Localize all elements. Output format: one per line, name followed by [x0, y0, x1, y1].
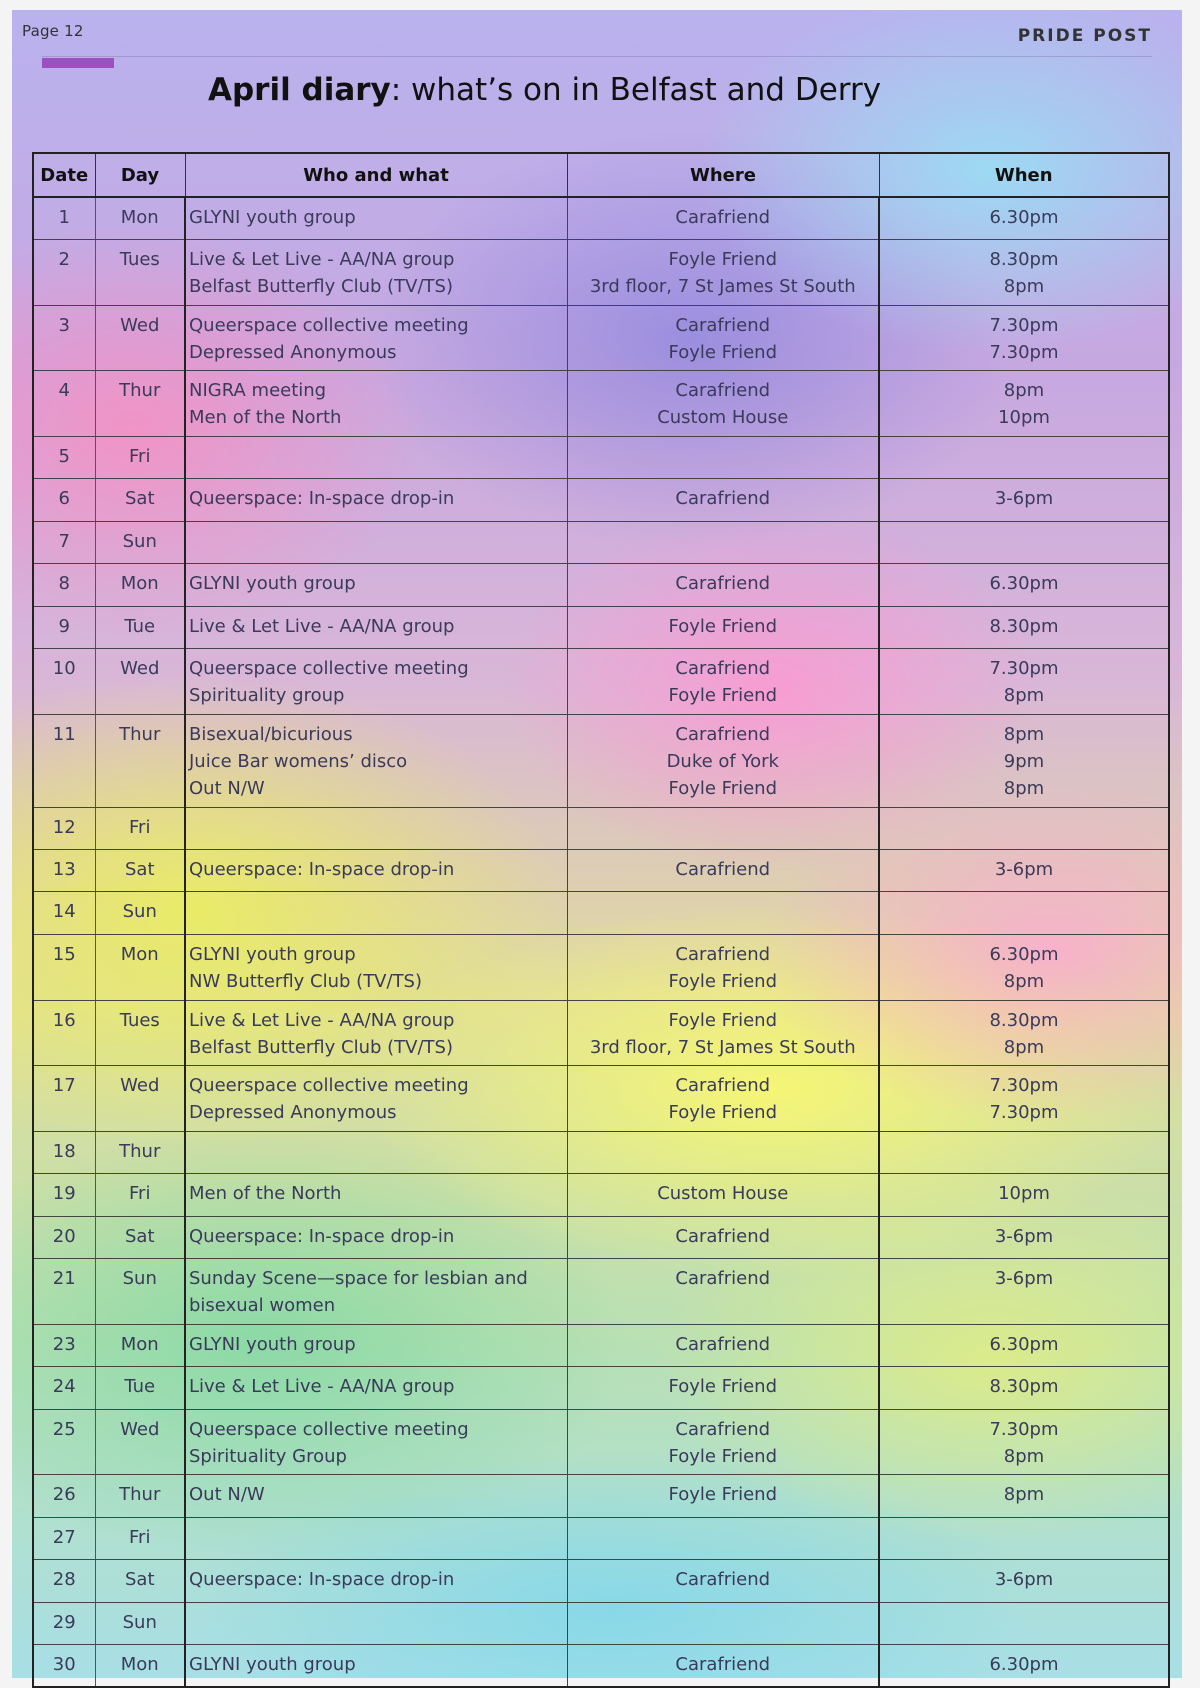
date-cell: 4 [33, 371, 95, 437]
when-line: 8pm [1003, 1036, 1045, 1058]
when-line: 7.30pm [989, 341, 1059, 363]
who-and-what-cell [185, 1324, 567, 1366]
day-cell: Wed [95, 305, 185, 371]
day-cell: Tue [95, 606, 185, 648]
where-line: Carafriend [675, 380, 771, 402]
table-row [33, 1367, 1169, 1409]
day-cell: Tues [95, 1000, 185, 1066]
day-cell: Sun [95, 521, 185, 563]
who-and-what-line: Out N/W [189, 1484, 265, 1506]
when-cell [879, 1644, 1169, 1687]
where-cell [567, 564, 879, 606]
who-and-what-line: NW Butterfly Club (TV/TS) [189, 970, 423, 992]
who-and-what-cell [185, 436, 567, 478]
when-line: 8.30pm [989, 1009, 1059, 1031]
day-cell: Thur [95, 1475, 185, 1517]
date-cell: 29 [33, 1602, 95, 1644]
when-line: 8pm [1003, 777, 1045, 799]
table-row [33, 606, 1169, 648]
where-cell [567, 1602, 879, 1644]
where-cell [567, 1131, 879, 1173]
who-and-what-line: Sunday Scene—space for lesbian and bisexual women [189, 1268, 528, 1317]
where-cell [567, 1259, 879, 1325]
day-cell: Mon [95, 934, 185, 1000]
table-row [33, 1131, 1169, 1173]
date-cell: 19 [33, 1174, 95, 1216]
table-row [33, 1174, 1169, 1216]
when-line: 8.30pm [989, 615, 1059, 637]
table-row [33, 479, 1169, 521]
where-line: Foyle Friend [668, 685, 778, 706]
date-cell: 9 [33, 606, 95, 648]
day-cell: Thur [95, 1131, 185, 1173]
who-and-what-cell [185, 197, 567, 239]
who-and-what-line: Spirituality group [189, 685, 345, 706]
who-and-what-cell [185, 649, 567, 715]
who-and-what-cell [185, 1367, 567, 1409]
who-and-what-line: Spirituality Group [189, 1445, 347, 1467]
where-line: Foyle Friend [668, 1009, 778, 1031]
day-cell: Sun [95, 1259, 185, 1325]
when-cell [879, 934, 1169, 1000]
day-cell: Sat [95, 1560, 185, 1602]
date-cell: 2 [33, 239, 95, 305]
table-row [33, 521, 1169, 563]
when-cell [879, 479, 1169, 521]
date-cell: 10 [33, 649, 95, 715]
when-line: 8.30pm [989, 248, 1059, 270]
day-cell: Tue [95, 1367, 185, 1409]
date-cell: 11 [33, 714, 95, 807]
page-number-bar [42, 58, 114, 68]
date-cell: 17 [33, 1066, 95, 1132]
who-and-what-cell [185, 807, 567, 849]
when-line: 7.30pm [989, 314, 1059, 336]
when-line: 7.30pm [989, 1075, 1059, 1097]
when-line: 3-6pm [994, 1225, 1054, 1247]
who-and-what-cell [185, 850, 567, 892]
who-and-what-line: Men of the North [189, 1183, 342, 1205]
date-cell: 23 [33, 1324, 95, 1366]
date-cell: 27 [33, 1517, 95, 1559]
day-cell: Mon [95, 1644, 185, 1687]
who-and-what-cell [185, 1131, 567, 1173]
day-cell: Sun [95, 892, 185, 934]
who-and-what-cell [185, 1066, 567, 1132]
when-line: 8pm [1003, 380, 1045, 402]
table-row [33, 934, 1169, 1000]
who-and-what-line: Depressed Anonymous [189, 1102, 397, 1124]
who-and-what-cell [185, 564, 567, 606]
where-line: Custom House [657, 407, 789, 429]
who-and-what-cell [185, 1517, 567, 1559]
date-cell: 12 [33, 807, 95, 849]
where-cell [567, 1066, 879, 1132]
where-cell [567, 1517, 879, 1559]
when-line: 6.30pm [989, 573, 1059, 595]
where-line: 3rd floor, 7 St James St South [589, 1036, 856, 1058]
date-cell: 6 [33, 479, 95, 521]
where-cell [567, 239, 879, 305]
who-and-what-cell [185, 606, 567, 648]
who-and-what-cell [185, 1259, 567, 1325]
table-row [33, 1324, 1169, 1366]
who-and-what-line: GLYNI youth group [189, 943, 356, 965]
who-and-what-line: Queerspace: In-space drop-in [189, 488, 455, 510]
day-cell: Tues [95, 239, 185, 305]
where-line: Foyle Friend [668, 341, 778, 363]
day-cell: Fri [95, 1517, 185, 1559]
when-line: 3-6pm [994, 1569, 1054, 1591]
table-row [33, 1644, 1169, 1687]
where-cell [567, 850, 879, 892]
when-cell [879, 892, 1169, 934]
when-cell [879, 850, 1169, 892]
where-cell [567, 1000, 879, 1066]
where-cell [567, 371, 879, 437]
who-and-what-cell [185, 1409, 567, 1475]
where-cell [567, 1324, 879, 1366]
day-cell: Sat [95, 1216, 185, 1258]
when-cell [879, 649, 1169, 715]
where-cell [567, 1367, 879, 1409]
who-and-what-cell [185, 371, 567, 437]
when-cell [879, 1066, 1169, 1132]
who-and-what-line: Queerspace collective meeting [189, 658, 469, 679]
who-and-what-line: Live & Let Live - AA/NA group [189, 615, 455, 637]
who-and-what-line: Live & Let Live - AA/NA group [189, 1376, 455, 1398]
table-row [33, 239, 1169, 305]
where-cell [567, 305, 879, 371]
date-cell: 26 [33, 1475, 95, 1517]
day-cell: Mon [95, 1324, 185, 1366]
who-and-what-cell [185, 239, 567, 305]
who-and-what-cell [185, 1174, 567, 1216]
where-cell [567, 197, 879, 239]
when-cell [879, 1216, 1169, 1258]
table-row [33, 1517, 1169, 1559]
when-cell [879, 1560, 1169, 1602]
day-cell: Fri [95, 436, 185, 478]
when-line: 6.30pm [989, 1333, 1059, 1355]
magazine-page [12, 10, 1182, 1678]
when-line: 8pm [1003, 970, 1045, 992]
when-cell [879, 1259, 1169, 1325]
when-cell [879, 1367, 1169, 1409]
where-line: Foyle Friend [668, 1445, 778, 1467]
where-line: Carafriend [675, 314, 771, 336]
where-line: Foyle Friend [668, 777, 778, 799]
who-and-what-line: Depressed Anonymous [189, 341, 397, 363]
where-cell [567, 714, 879, 807]
date-cell: 7 [33, 521, 95, 563]
where-cell [567, 1409, 879, 1475]
who-and-what-cell [185, 934, 567, 1000]
when-line: 6.30pm [989, 1653, 1059, 1675]
where-cell [567, 1475, 879, 1517]
where-line: Carafriend [675, 1075, 771, 1097]
day-cell: Fri [95, 1174, 185, 1216]
who-and-what-line: Queerspace collective meeting [189, 1418, 469, 1440]
date-cell: 13 [33, 850, 95, 892]
table-row [33, 649, 1169, 715]
who-and-what-line: GLYNI youth group [189, 1333, 356, 1355]
day-cell: Wed [95, 1066, 185, 1132]
day-cell: Mon [95, 197, 185, 239]
day-cell: Fri [95, 807, 185, 849]
date-cell: 18 [33, 1131, 95, 1173]
publication-name: PRIDE POST [1017, 26, 1152, 46]
where-line: Foyle Friend [668, 248, 778, 270]
who-and-what-line: Live & Let Live - AA/NA group [189, 248, 455, 270]
who-and-what-cell [185, 1475, 567, 1517]
where-line: Foyle Friend [668, 615, 778, 637]
table-row [33, 564, 1169, 606]
date-cell: 25 [33, 1409, 95, 1475]
when-line: 8pm [1003, 723, 1045, 745]
when-cell [879, 564, 1169, 606]
table-row [33, 1409, 1169, 1475]
when-cell [879, 239, 1169, 305]
when-line: 8pm [1003, 275, 1045, 297]
date-cell: 3 [33, 305, 95, 371]
where-line: Carafriend [675, 1333, 771, 1355]
when-line: 3-6pm [994, 1268, 1054, 1290]
day-cell: Thur [95, 714, 185, 807]
when-cell [879, 1000, 1169, 1066]
where-cell [567, 1644, 879, 1687]
who-and-what-cell [185, 1644, 567, 1687]
when-cell [879, 606, 1169, 648]
when-cell [879, 1174, 1169, 1216]
when-cell [879, 714, 1169, 807]
where-line: Carafriend [675, 1225, 771, 1247]
when-line: 3-6pm [994, 859, 1054, 880]
when-cell [879, 197, 1169, 239]
date-cell: 15 [33, 934, 95, 1000]
where-cell [567, 649, 879, 715]
when-line: 3-6pm [994, 488, 1054, 510]
date-cell: 28 [33, 1560, 95, 1602]
where-cell [567, 606, 879, 648]
page-title [208, 72, 1108, 108]
page-number: Page 12 [22, 22, 84, 40]
where-line: Carafriend [675, 488, 771, 510]
where-line: Duke of York [666, 750, 779, 772]
when-line: 10pm [998, 1183, 1050, 1205]
where-line: Carafriend [675, 573, 771, 595]
when-cell [879, 436, 1169, 478]
table-row [33, 1216, 1169, 1258]
where-line: Foyle Friend [668, 1484, 778, 1506]
where-line: Carafriend [675, 207, 771, 228]
date-cell: 30 [33, 1644, 95, 1687]
when-cell [879, 1324, 1169, 1366]
when-line: 7.30pm [989, 1102, 1059, 1124]
who-and-what-line: Live & Let Live - AA/NA group [189, 1009, 455, 1031]
day-cell: Sat [95, 850, 185, 892]
where-line: Carafriend [675, 859, 771, 880]
table-row [33, 197, 1169, 239]
who-and-what-cell [185, 1560, 567, 1602]
when-cell [879, 1409, 1169, 1475]
date-cell: 1 [33, 197, 95, 239]
table-row [33, 305, 1169, 371]
where-cell [567, 1174, 879, 1216]
who-and-what-cell [185, 1216, 567, 1258]
who-and-what-line: Juice Bar womens’ disco [189, 750, 408, 772]
where-cell [567, 807, 879, 849]
when-line: 8pm [1003, 685, 1045, 706]
date-cell: 8 [33, 564, 95, 606]
table-row [33, 436, 1169, 478]
who-and-what-cell [185, 714, 567, 807]
who-and-what-line: Queerspace: In-space drop-in [189, 1569, 455, 1591]
date-cell: 16 [33, 1000, 95, 1066]
column-header-where: Where [567, 153, 879, 197]
day-cell: Wed [95, 1409, 185, 1475]
date-cell: 14 [33, 892, 95, 934]
where-cell [567, 436, 879, 478]
diary-body [33, 197, 1169, 1687]
when-line: 8.30pm [989, 1376, 1059, 1398]
column-header-who-and-what: Who and what [185, 153, 567, 197]
when-cell [879, 1602, 1169, 1644]
where-line: Foyle Friend [668, 970, 778, 992]
table-row [33, 1475, 1169, 1517]
date-cell: 24 [33, 1367, 95, 1409]
day-cell: Sun [95, 1602, 185, 1644]
date-cell: 5 [33, 436, 95, 478]
diary-table [32, 152, 1170, 1688]
table-row [33, 1259, 1169, 1325]
when-cell [879, 1517, 1169, 1559]
table-row [33, 714, 1169, 807]
where-cell [567, 521, 879, 563]
who-and-what-line: Belfast Butterfly Club (TV/TS) [189, 275, 453, 297]
day-cell: Thur [95, 371, 185, 437]
date-cell: 20 [33, 1216, 95, 1258]
who-and-what-cell [185, 305, 567, 371]
when-cell [879, 1475, 1169, 1517]
when-line: 7.30pm [989, 1418, 1059, 1440]
who-and-what-line: GLYNI youth group [189, 207, 356, 228]
when-line: 8pm [1003, 1445, 1045, 1467]
when-line: 9pm [1003, 750, 1045, 772]
where-cell [567, 1216, 879, 1258]
table-row [33, 892, 1169, 934]
header-row [33, 153, 1169, 197]
header-rule [42, 56, 1152, 57]
table-row [33, 807, 1169, 849]
who-and-what-line: Belfast Butterfly Club (TV/TS) [189, 1036, 453, 1058]
day-cell: Mon [95, 564, 185, 606]
when-line: 8pm [1003, 1484, 1045, 1506]
where-line: Foyle Friend [668, 1376, 778, 1398]
who-and-what-line: Queerspace collective meeting [189, 1075, 469, 1097]
who-and-what-line: Out N/W [189, 777, 265, 799]
where-line: Carafriend [675, 1653, 771, 1675]
who-and-what-line: NIGRA meeting [189, 380, 327, 402]
who-and-what-line: Queerspace: In-space drop-in [189, 1225, 455, 1247]
when-line: 6.30pm [989, 207, 1059, 228]
who-and-what-line: Bisexual/bicurious [189, 723, 353, 745]
where-line: Carafriend [675, 658, 771, 679]
day-cell: Wed [95, 649, 185, 715]
column-header-date: Date [33, 153, 95, 197]
day-cell: Sat [95, 479, 185, 521]
column-header-when: When [879, 153, 1169, 197]
table-row [33, 371, 1169, 437]
where-line: 3rd floor, 7 St James St South [589, 275, 856, 297]
who-and-what-line: Queerspace collective meeting [189, 314, 469, 336]
who-and-what-line: Queerspace: In-space drop-in [189, 859, 455, 880]
date-cell: 21 [33, 1259, 95, 1325]
where-line: Carafriend [675, 943, 771, 965]
when-cell [879, 807, 1169, 849]
table-row [33, 1066, 1169, 1132]
when-cell [879, 305, 1169, 371]
who-and-what-line: GLYNI youth group [189, 573, 356, 595]
table-row [33, 850, 1169, 892]
table-row [33, 1560, 1169, 1602]
when-cell [879, 1131, 1169, 1173]
who-and-what-line: GLYNI youth group [189, 1653, 356, 1675]
where-cell [567, 479, 879, 521]
where-line: Carafriend [675, 723, 771, 745]
where-cell [567, 934, 879, 1000]
where-line: Custom House [657, 1183, 789, 1205]
title-bold: April diary [208, 72, 391, 108]
where-cell [567, 892, 879, 934]
where-line: Carafriend [675, 1418, 771, 1440]
table-row [33, 1000, 1169, 1066]
where-line: Foyle Friend [668, 1102, 778, 1124]
who-and-what-cell [185, 1602, 567, 1644]
where-line: Carafriend [675, 1268, 771, 1290]
column-header-day: Day [95, 153, 185, 197]
who-and-what-cell [185, 892, 567, 934]
title-rest: : what’s on in Belfast and Derry [390, 72, 882, 108]
who-and-what-cell [185, 521, 567, 563]
when-cell [879, 521, 1169, 563]
when-line: 6.30pm [989, 943, 1059, 965]
who-and-what-cell [185, 479, 567, 521]
who-and-what-line: Men of the North [189, 407, 342, 429]
table-row [33, 1602, 1169, 1644]
when-line: 7.30pm [989, 658, 1059, 679]
where-line: Carafriend [675, 1569, 771, 1591]
when-cell [879, 371, 1169, 437]
when-line: 10pm [998, 407, 1050, 429]
where-cell [567, 1560, 879, 1602]
who-and-what-cell [185, 1000, 567, 1066]
